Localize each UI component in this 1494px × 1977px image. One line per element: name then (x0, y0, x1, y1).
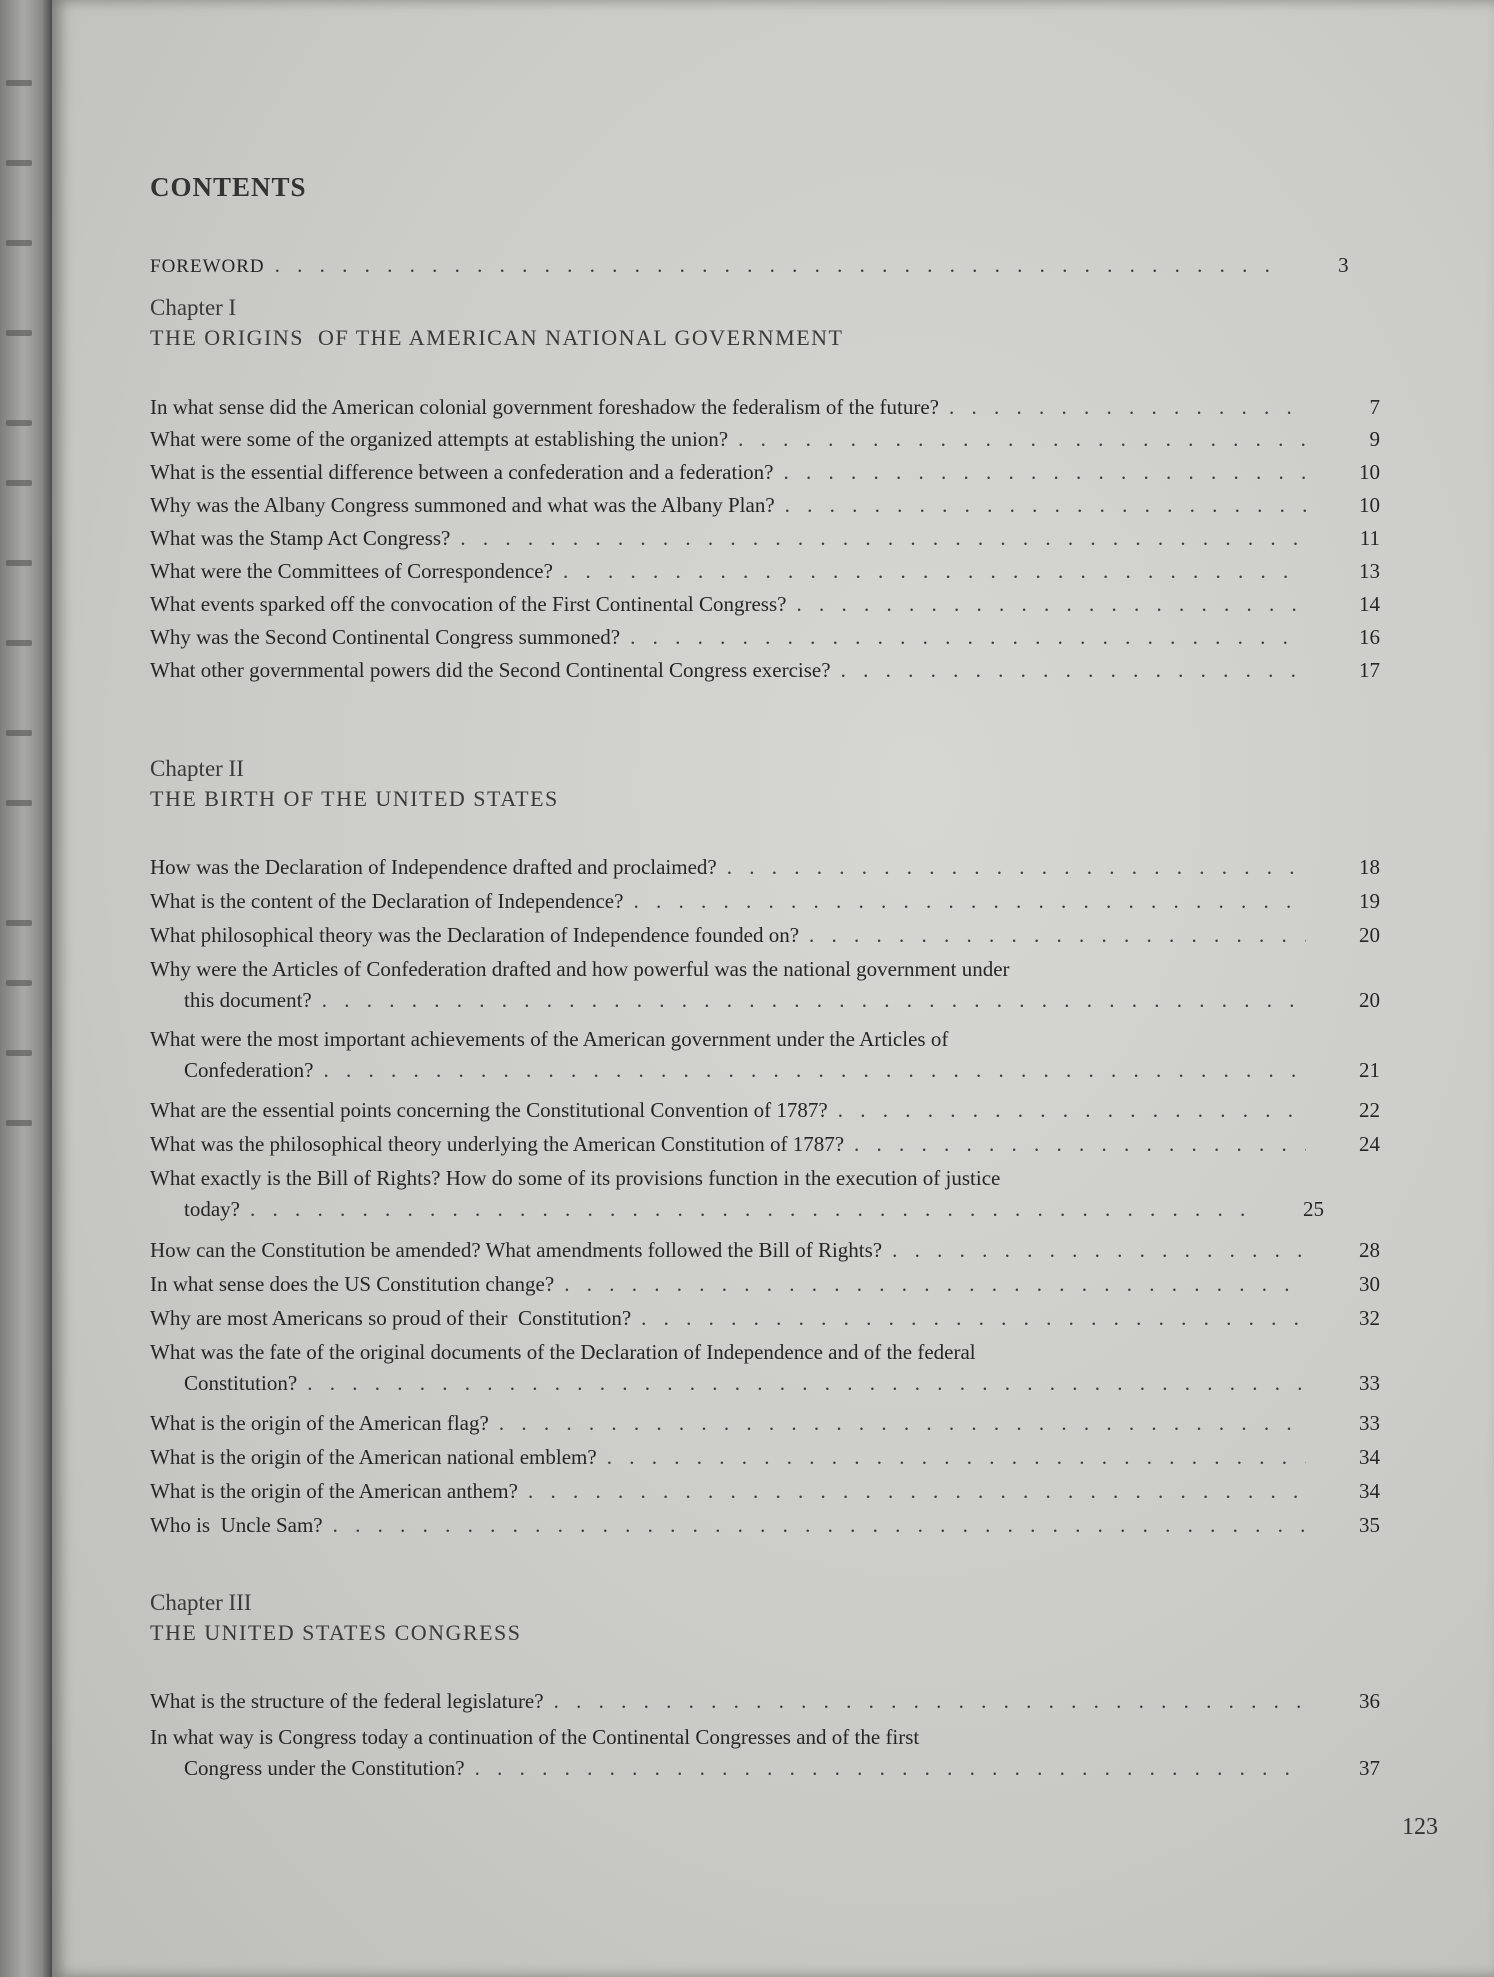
toc-entry-text: What other governmental powers did the Second Continental Congress exercise? (150, 658, 831, 682)
toc-entry[interactable] (150, 1129, 1380, 1160)
toc-page-number: 28 (1359, 1238, 1380, 1262)
contents-page (52, 0, 1494, 1977)
toc-entry[interactable] (150, 1476, 1380, 1507)
toc-page-number: 20 (1359, 923, 1380, 947)
dot-leader (641, 1303, 1306, 1334)
toc-entry-text: Why was the Second Continental Congress summoned? (150, 625, 621, 649)
dot-leader (499, 1408, 1306, 1439)
toc-entry-text: In what sense does the US Constitution change? (150, 1272, 555, 1296)
toc-entry[interactable] (150, 1408, 1380, 1439)
toc-entry[interactable] (150, 1235, 1380, 1266)
toc-entry-text: What is the essential difference between a confederation and a federation? (150, 460, 774, 484)
toc-entry-text: this document? (184, 988, 312, 1012)
chapter-label: Chapter III (150, 1590, 252, 1615)
dot-leader (333, 1510, 1306, 1541)
toc-entry-text: What were the Committees of Correspondence? (150, 559, 553, 583)
dot-leader (727, 852, 1306, 883)
chapter-1-heading (150, 293, 843, 353)
toc-entry[interactable] (150, 457, 1380, 488)
toc-entry-text: How was the Declaration of Independence drafted and proclaimed? (150, 855, 717, 879)
toc-entry[interactable] (150, 490, 1380, 521)
dot-leader (554, 1686, 1306, 1717)
dot-leader (633, 886, 1306, 917)
toc-entry[interactable] (150, 886, 1380, 917)
toc-entry-multiline[interactable] (150, 1163, 1380, 1225)
dot-leader (809, 920, 1306, 951)
toc-entry[interactable] (150, 1510, 1380, 1541)
toc-entry-text: Why are most Americans so proud of their Constitution? (150, 1306, 632, 1330)
spine-mark (6, 480, 32, 486)
chapter-title: THE BIRTH OF THE UNITED STATES (150, 786, 559, 811)
toc-page-number: 33 (1359, 1411, 1380, 1435)
toc-entry[interactable] (150, 424, 1380, 455)
toc-entry-text: What events sparked off the convocation of the First Continental Congress? (150, 592, 787, 616)
spine-mark (6, 800, 32, 806)
toc-entry-text: Who is Uncle Sam? (150, 1513, 323, 1537)
toc-entry-multiline[interactable] (150, 1722, 1380, 1784)
dot-leader (250, 1194, 1250, 1225)
book-spine (0, 0, 52, 1977)
toc-entry-text: What were the most important achievements of the American government under the Articles of (150, 1027, 949, 1051)
chapter-label: Chapter I (150, 295, 237, 320)
chapter-3-heading (150, 1588, 522, 1648)
spine-mark (6, 640, 32, 646)
spine-mark (6, 560, 32, 566)
toc-page-number: 3 (1338, 253, 1349, 277)
dot-leader (322, 985, 1306, 1016)
toc-entry-text: What is the origin of the American anthem? (150, 1479, 518, 1503)
toc-entry-text: What are the essential points concerning the Constitutional Convention of 1787? (150, 1098, 828, 1122)
dot-leader (607, 1442, 1306, 1473)
toc-page-number: 10 (1359, 460, 1380, 484)
toc-page-number: 24 (1359, 1132, 1380, 1156)
toc-page-number: 10 (1359, 493, 1380, 517)
toc-entry-text: What is the structure of the federal legislature? (150, 1689, 544, 1713)
toc-entry-text: What is the origin of the American flag? (150, 1411, 489, 1435)
spine-mark (6, 240, 32, 246)
dot-leader (949, 392, 1306, 423)
toc-page-number: 21 (1359, 1058, 1380, 1082)
dot-leader (528, 1476, 1306, 1507)
toc-page-number: 14 (1359, 592, 1380, 616)
toc-entry-text: Why was the Albany Congress summoned and what was the Albany Plan? (150, 493, 775, 517)
dot-leader (841, 655, 1306, 686)
toc-entry-text: How can the Constitution be amended? What amendments followed the Bill of Rights? (150, 1238, 883, 1262)
toc-entry-text: What was the Stamp Act Congress? (150, 526, 451, 550)
toc-page-number: 22 (1359, 1098, 1380, 1122)
toc-entry-text: What is the content of the Declaration of Independence? (150, 889, 624, 913)
spine-mark (6, 1050, 32, 1056)
chapter-2-heading (150, 754, 559, 814)
toc-entry[interactable] (150, 852, 1380, 883)
toc-entry-text: today? (184, 1197, 240, 1221)
toc-page-number: 16 (1359, 625, 1380, 649)
toc-entry[interactable] (150, 556, 1380, 587)
toc-entry[interactable] (150, 1442, 1380, 1473)
toc-page-number: 11 (1359, 526, 1380, 550)
toc-entry[interactable] (150, 1095, 1380, 1126)
dot-leader (838, 1095, 1306, 1126)
toc-entry-multiline[interactable] (150, 1337, 1380, 1399)
toc-entry-text: What philosophical theory was the Declaration of Independence founded on? (150, 923, 800, 947)
toc-entry-multiline[interactable] (150, 954, 1380, 1016)
toc-entry-text: What was the philosophical theory underlying the American Constitution of 1787? (150, 1132, 845, 1156)
toc-entry[interactable] (150, 392, 1380, 423)
dot-leader (738, 424, 1306, 455)
dot-leader (323, 1055, 1306, 1086)
toc-page-number: 34 (1359, 1445, 1380, 1469)
chapter-title: THE UNITED STATES CONGRESS (150, 1620, 522, 1645)
spine-mark (6, 1120, 32, 1126)
toc-entry-text: In what sense did the American colonial government foreshadow the federalism of the future? (150, 395, 939, 419)
toc-entry-text: What was the fate of the original documents of the Declaration of Independence and of the federal (150, 1340, 976, 1364)
dot-leader (796, 589, 1306, 620)
spine-mark (6, 160, 32, 166)
chapter-label: Chapter II (150, 756, 244, 781)
toc-page-number: 19 (1359, 889, 1380, 913)
toc-page-number: 30 (1359, 1272, 1380, 1296)
toc-entry-multiline[interactable] (150, 1024, 1380, 1086)
toc-entry[interactable] (150, 622, 1380, 653)
toc-page-number: 34 (1359, 1479, 1380, 1503)
toc-entry[interactable] (150, 523, 1380, 554)
toc-entry[interactable] (150, 1303, 1380, 1334)
page-number: 123 (1402, 1814, 1438, 1840)
toc-entry-text: In what way is Congress today a continuation of the Continental Congresses and of the first (150, 1725, 920, 1749)
dot-leader (785, 490, 1306, 521)
dot-leader (460, 523, 1306, 554)
page-title: CONTENTS (150, 172, 307, 202)
toc-page-number: 18 (1359, 855, 1380, 879)
toc-entry[interactable] (150, 920, 1380, 951)
toc-entry[interactable] (150, 589, 1380, 620)
spine-mark (6, 330, 32, 336)
toc-entry-text: Why were the Articles of Confederation drafted and how powerful was the national government under (150, 957, 1010, 981)
spine-mark (6, 420, 32, 426)
dot-leader (475, 1753, 1306, 1784)
toc-page-number: 37 (1359, 1756, 1380, 1780)
toc-page-number: 20 (1359, 988, 1380, 1012)
dot-leader (563, 556, 1306, 587)
toc-entry-text: Confederation? (184, 1058, 314, 1082)
spine-mark (6, 980, 32, 986)
toc-entry-text: Constitution? (184, 1371, 298, 1395)
toc-page-number: 7 (1369, 395, 1380, 419)
toc-page-number: 17 (1359, 658, 1380, 682)
toc-entry[interactable] (150, 1269, 1380, 1300)
chapter-title: THE ORIGINS OF THE AMERICAN NATIONAL GOVERNMENT (150, 325, 844, 350)
dot-leader (275, 250, 1275, 281)
dot-leader (630, 622, 1306, 653)
toc-page-number: 25 (1302, 1197, 1324, 1221)
spine-mark (6, 80, 32, 86)
toc-entry-text: FOREWORD (150, 256, 265, 277)
toc-page-number: 35 (1359, 1513, 1380, 1537)
dot-leader (564, 1269, 1306, 1300)
toc-entry-text: What were some of the organized attempts at establishing the union? (150, 427, 729, 451)
dot-leader (892, 1235, 1306, 1266)
toc-page-number: 32 (1359, 1306, 1380, 1330)
spine-mark (6, 730, 32, 736)
toc-entry-text: What exactly is the Bill of Rights? How do some of its provisions function in the execution of justice (150, 1166, 1001, 1190)
toc-page-number: 9 (1369, 427, 1380, 451)
toc-page-number: 33 (1359, 1371, 1380, 1395)
dot-leader (307, 1368, 1306, 1399)
toc-entry[interactable] (150, 655, 1380, 686)
toc-entry-foreword[interactable] (150, 250, 1380, 282)
toc-page-number: 13 (1359, 559, 1380, 583)
toc-entry-text: What is the origin of the American national emblem? (150, 1445, 597, 1469)
toc-entry[interactable] (150, 1686, 1380, 1717)
dot-leader (783, 457, 1306, 488)
dot-leader (854, 1129, 1306, 1160)
spine-mark (6, 920, 32, 926)
toc-entry-text: Congress under the Constitution? (184, 1756, 465, 1780)
toc-page-number: 36 (1359, 1689, 1380, 1713)
